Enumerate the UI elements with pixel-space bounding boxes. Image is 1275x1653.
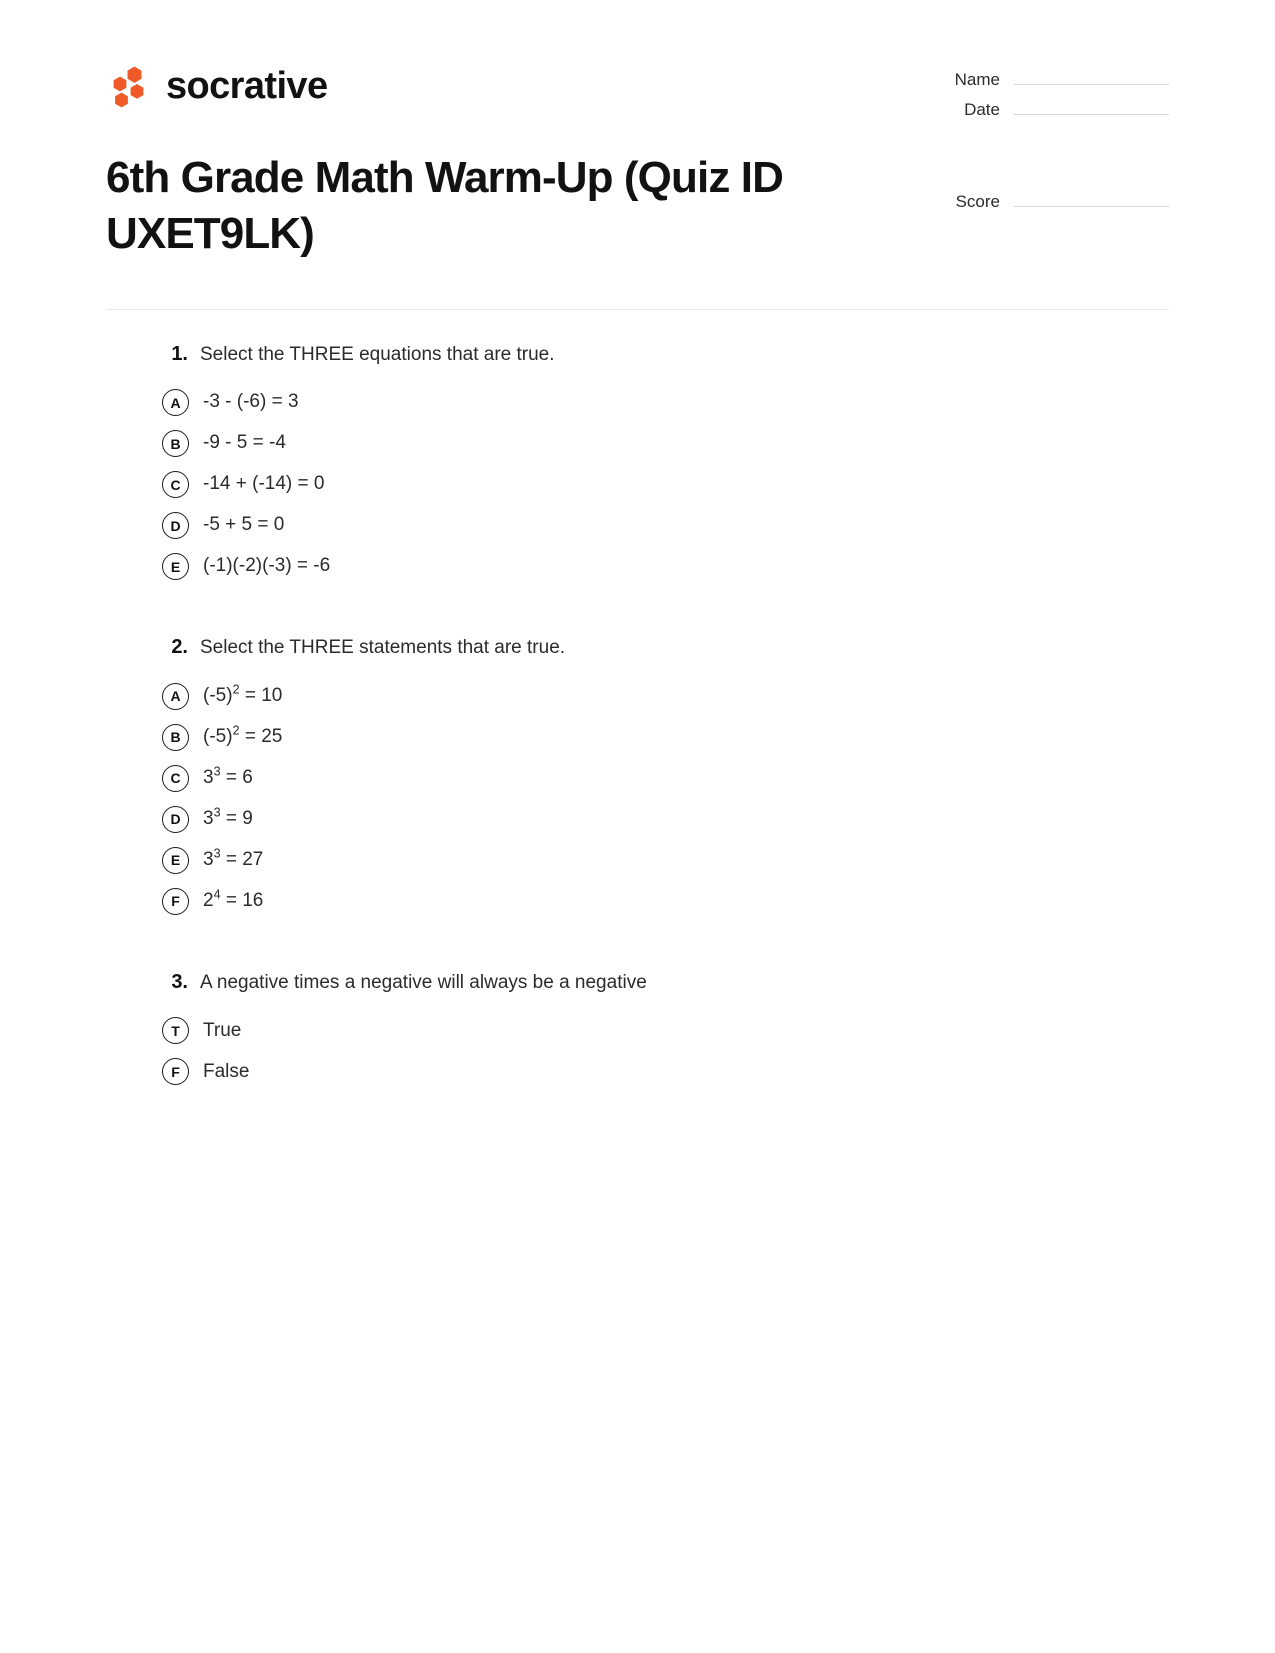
option-base-text: 3: [203, 848, 214, 870]
option-exponent: 2: [232, 682, 240, 697]
option-bubble[interactable]: F: [162, 888, 189, 915]
question-header: [106, 970, 1169, 997]
option-bubble[interactable]: A: [162, 683, 189, 710]
brand-name: socrative: [166, 65, 328, 107]
option-base-text: 3: [203, 766, 214, 788]
page-header: [106, 0, 1169, 310]
option-base-text: -5 + 5 = 0: [203, 514, 285, 536]
option-base-text: (-1)(-2)(-3) = -6: [203, 555, 331, 577]
question-prompt: Select the THREE statements that are true.: [200, 637, 566, 659]
option-tail-text: = 9: [220, 807, 253, 829]
option-exponent: 4: [213, 887, 221, 902]
student-info-block: [929, 68, 1169, 220]
option-tail-text: = 27: [220, 848, 264, 870]
option-label: [203, 432, 286, 455]
answer-option[interactable]: [162, 758, 1169, 799]
option-bubble[interactable]: D: [162, 512, 189, 539]
answer-option[interactable]: [162, 881, 1169, 922]
answer-option[interactable]: [162, 464, 1169, 505]
question-prompt: A negative times a negative will always be a negative: [200, 971, 647, 993]
answer-option[interactable]: [162, 799, 1169, 840]
question-header: [106, 635, 1169, 662]
question-header: [106, 342, 1169, 369]
score-label: Score: [955, 192, 1000, 211]
name-field-row: [929, 68, 1169, 90]
answer-option[interactable]: [162, 423, 1169, 464]
option-exponent: 2: [232, 723, 240, 738]
question: [106, 635, 1169, 922]
score-field-row: [929, 190, 1169, 212]
option-list: [106, 676, 1169, 922]
option-exponent: 3: [213, 846, 221, 861]
option-base-text: -9 - 5 = -4: [203, 432, 286, 454]
answer-option[interactable]: [162, 1010, 1169, 1051]
option-bubble[interactable]: B: [162, 430, 189, 457]
question: [106, 970, 1169, 1093]
option-bubble[interactable]: A: [162, 389, 189, 416]
answer-option[interactable]: [162, 717, 1169, 758]
option-bubble[interactable]: D: [162, 806, 189, 833]
option-bubble[interactable]: C: [162, 765, 189, 792]
option-bubble[interactable]: C: [162, 471, 189, 498]
option-label: [203, 514, 284, 537]
name-input-line[interactable]: [1014, 68, 1169, 85]
answer-option[interactable]: [162, 840, 1169, 881]
option-label: [203, 1020, 241, 1043]
question-number: 3.: [171, 970, 188, 993]
option-list: [106, 382, 1169, 587]
option-base-text: True: [203, 1019, 242, 1041]
date-label: Date: [964, 100, 1000, 119]
option-base-text: 2: [203, 889, 214, 911]
option-tail-text: = 6: [220, 766, 253, 788]
option-base-text: (-5): [203, 725, 233, 747]
option-tail-text: = 16: [220, 889, 264, 911]
option-exponent: 3: [213, 805, 221, 820]
answer-option[interactable]: [162, 505, 1169, 546]
questions-list: [106, 310, 1169, 1093]
option-list: [106, 1010, 1169, 1092]
option-label: [203, 1061, 249, 1084]
answer-option[interactable]: [162, 676, 1169, 717]
option-label: [203, 682, 283, 708]
answer-option[interactable]: [162, 1051, 1169, 1092]
answer-option[interactable]: [162, 546, 1169, 587]
option-exponent: 3: [213, 764, 221, 779]
option-label: [203, 473, 324, 496]
option-bubble[interactable]: B: [162, 724, 189, 751]
name-label: Name: [954, 70, 1000, 89]
option-label: [203, 887, 264, 913]
question-number: 2.: [171, 636, 188, 659]
option-label: [203, 555, 330, 578]
option-tail-text: = 25: [239, 725, 283, 747]
option-label: [203, 846, 264, 872]
option-base-text: 3: [203, 807, 214, 829]
header-divider: [106, 309, 1169, 310]
option-bubble[interactable]: T: [162, 1017, 189, 1044]
option-base-text: -3 - (-6) = 3: [203, 391, 299, 413]
option-base-text: (-5): [203, 684, 233, 706]
answer-option[interactable]: [162, 382, 1169, 423]
option-label: [203, 764, 253, 790]
option-base-text: False: [203, 1060, 250, 1082]
page-title: 6th Grade Math Warm-Up (Quiz ID UXET9LK): [106, 153, 783, 259]
question-prompt: Select the THREE equations that are true.: [200, 343, 555, 365]
question: [106, 342, 1169, 588]
date-field-row: [929, 98, 1169, 120]
option-bubble[interactable]: E: [162, 847, 189, 874]
question-number: 1.: [171, 342, 188, 365]
option-label: [203, 391, 299, 414]
option-bubble[interactable]: E: [162, 553, 189, 580]
date-input-line[interactable]: [1014, 98, 1169, 115]
option-base-text: -14 + (-14) = 0: [203, 473, 325, 495]
option-bubble[interactable]: F: [162, 1058, 189, 1085]
socrative-hexagon-logo-icon: [106, 63, 152, 109]
score-input-line[interactable]: [1014, 190, 1169, 207]
option-tail-text: = 10: [239, 684, 283, 706]
option-label: [203, 805, 253, 831]
option-label: [203, 723, 283, 749]
